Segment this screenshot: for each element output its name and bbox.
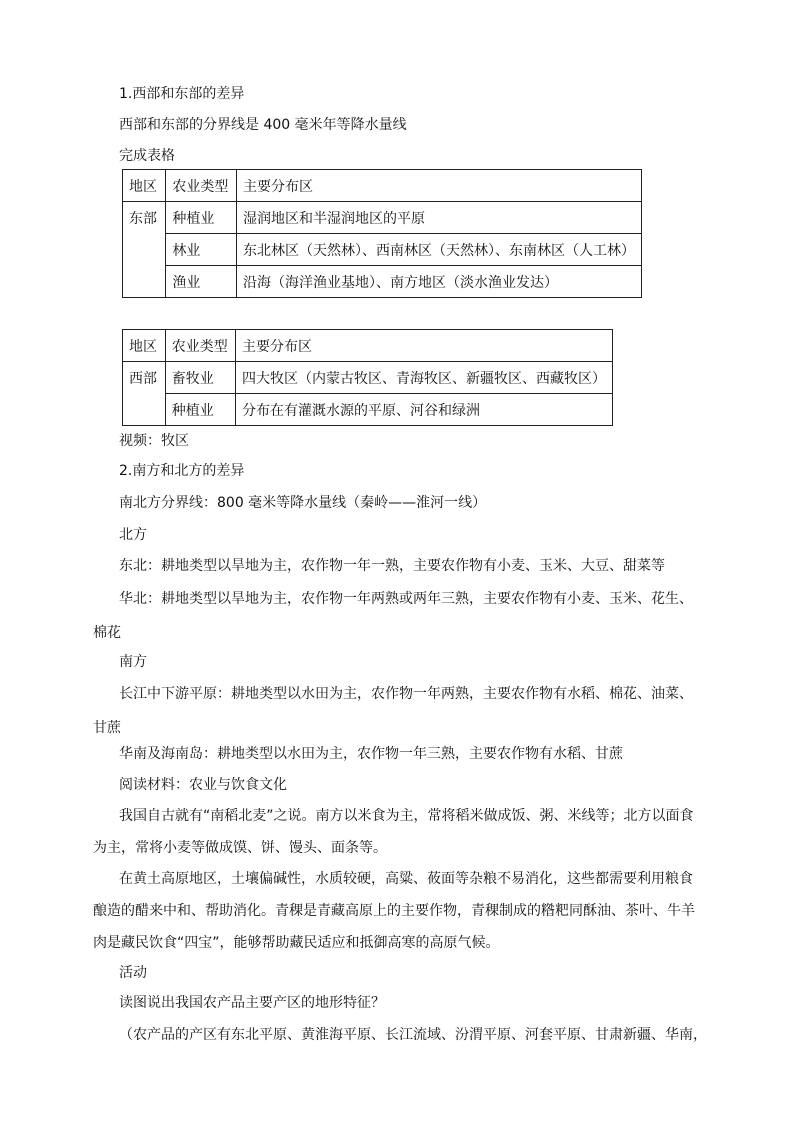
table-header-row [123,170,642,202]
region-cell: 西部 [123,362,166,426]
header-region: 地区 [123,170,166,202]
section1-boundary-line: 西部和东部的分界线是 400 毫米年等降水量线 [119,117,407,133]
section1-title: 1.西部和东部的差异 [119,86,245,102]
south-china-line: 华南及海南岛：耕地类型以水田为主，农作物一年三熟，主要农作物有水稻、甘蔗 [119,746,623,762]
reading-paragraph-1: 我国自古就有“南稻北麦”之说。南方以米食为主，常将稻米做成饭、粥、米线等；北方以面食为主，常将小麦等做成馍、饼、馒头、面条等。 [93,808,694,856]
type-cell: 种植业 [165,394,235,426]
yangtze-paragraph: 长江中下游平原：耕地类型以水田为主，农作物一年两熟，主要农作物有水稻、棉花、油菜、甘蔗 [93,686,693,736]
area-cell: 东北林区（天然林）、西南林区（天然林）、东南林区（人工林） [237,234,642,266]
area-cell: 沿海（海洋渔业基地）、南方地区（淡水渔业发达） [237,266,642,298]
type-cell: 畜牧业 [165,362,235,394]
north-south-boundary: 南北方分界线：800 毫米等降水量线（秦岭——淮河一线） [119,495,487,511]
south-heading: 南方 [119,654,147,670]
type-cell: 林业 [166,234,237,266]
table-row [123,234,642,266]
table-row [123,202,642,234]
section2-title: 2.南方和北方的差异 [119,463,245,479]
activity-title: 活动 [119,965,147,981]
area-cell: 湿润地区和半湿润地区的平原 [237,202,642,234]
region-cell: 东部 [123,202,166,298]
header-region: 地区 [123,330,166,362]
west-agriculture-table [122,329,613,426]
activity-answer: （农产品的产区有东北平原、黄淮海平原、长江流域、汾渭平原、河套平原、甘肃新疆、华南， [119,1027,707,1043]
header-area: 主要分布区 [237,170,642,202]
header-type: 农业类型 [165,330,235,362]
header-type: 农业类型 [166,170,237,202]
complete-table-instruction: 完成表格 [119,148,175,164]
north-heading: 北方 [119,527,147,543]
reading-title: 阅读材料：农业与饮食文化 [119,777,287,793]
video-line: 视频：牧区 [119,433,189,449]
type-cell: 渔业 [166,266,237,298]
area-cell: 四大牧区（内蒙古牧区、青海牧区、新疆牧区、西藏牧区） [236,362,613,394]
northeast-line: 东北：耕地类型以旱地为主，农作物一年一熟，主要农作物有小麦、玉米、大豆、甜菜等 [119,558,665,574]
table-header-row [123,330,613,362]
table-row [123,266,642,298]
north-china-paragraph: 华北：耕地类型以旱地为主，农作物一年两熟或两年三熟，主要农作物有小麦、玉米、花生、棉花 [93,591,693,641]
reading-paragraph-2: 在黄土高原地区，土壤偏碱性，水质较硬，高粱、莜面等杂粮不易消化，这些都需要利用粮食酿造的醋来中和、帮助消化。青稞是青藏高原上的主要作物，青稞制成的糌粑同酥油、茶叶、牛羊肉是藏民饮食“四宝”，能够帮助藏民适应和抵御高寒的高原气候。 [93,871,695,951]
area-cell: 分布在有灌溉水源的平原、河谷和绿洲 [236,394,613,426]
type-cell: 种植业 [166,202,237,234]
table-row [123,362,613,394]
table-row [123,394,613,426]
header-area: 主要分布区 [236,330,613,362]
east-agriculture-table [122,169,642,298]
activity-question: 读图说出我国农产品主要产区的地形特征？ [119,995,385,1011]
